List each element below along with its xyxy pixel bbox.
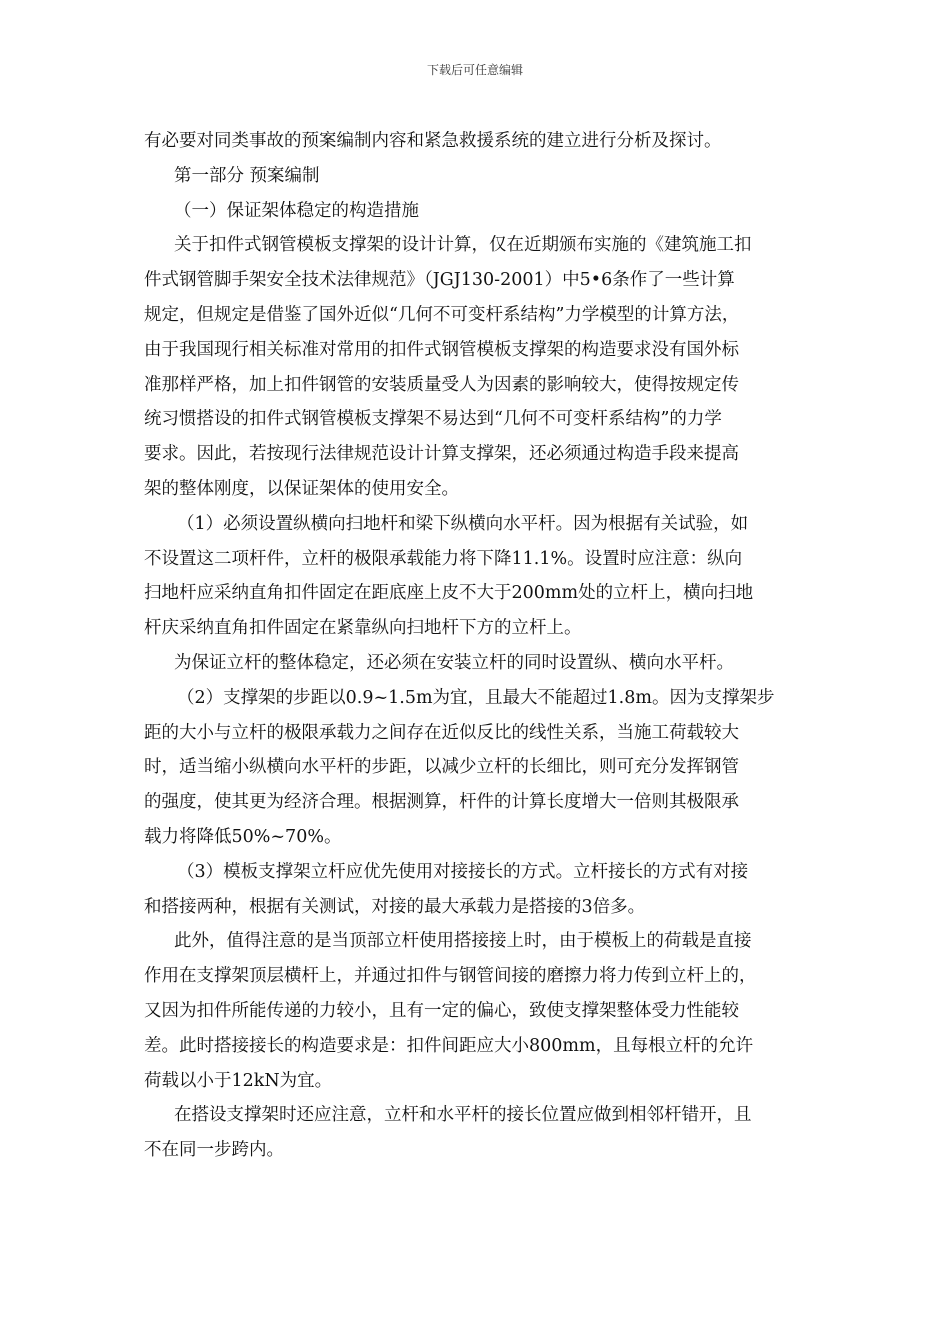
text-line: （2）支撑架的步距以0.9~1.5m为宜，且最大不能超过1.8m。因为支撑架步 (177, 687, 775, 708)
text-line: 载力将降低50%~70%。 (144, 826, 342, 847)
text-line: 荷载以小于12kN为宜。 (144, 1070, 333, 1091)
text-line: 关于扣件式钢管模板支撑架的设计计算，仅在近期颁布实施的《建筑施工扣 (174, 235, 752, 256)
text-line: 准那样严格，加上扣件钢管的安装质量受人为因素的影响较大，使得按规定传 (144, 374, 739, 395)
text-line: 为保证立杆的整体稳定，还必须在安装立杆的同时设置纵、横向水平杆。 (174, 652, 734, 673)
text-line: 架的整体刚度，以保证架体的使用安全。 (144, 478, 459, 499)
text-line: 不设置这二项杆件，立杆的极限承载能力将下降11.1%。设置时应注意：纵向 (144, 548, 743, 569)
text-line: 作用在支撑架顶层横杆上，并通过扣件与钢管间接的磨擦力将力传到立杆上的， (144, 966, 757, 987)
text-line: 不在同一步跨内。 (144, 1140, 284, 1161)
text-line: 差。此时搭接接长的构造要求是：扣件间距应大小800mm，且每根立杆的允许 (144, 1035, 754, 1056)
text-line: 扫地杆应采纳直角扣件固定在距底座上皮不大于200mm处的立杆上，横向扫地 (144, 583, 754, 604)
text-line: 此外，值得注意的是当顶部立杆使用搭接接上时，由于模板上的荷载是直接 (174, 931, 752, 952)
text-line: 由于我国现行相关标准对常用的扣件式钢管模板支撑架的构造要求没有国外标 (144, 339, 739, 360)
text-line: 规定，但规定是借鉴了国外近似“几何不可变杆系结构”力学模型的计算方法， (144, 304, 740, 325)
text-line: 距的大小与立杆的极限承载力之间存在近似反比的线性关系，当施工荷载较大 (144, 722, 739, 743)
text-line: 和搭接两种，根据有关测试，对接的最大承载力是搭接的3倍多。 (144, 896, 646, 917)
text-line: 件式钢管脚手架安全技术法律规范》（JGJ130-2001）中5•6条作了一些计算 (144, 270, 735, 291)
document-body (144, 124, 812, 1168)
text-line: 的强度，使其更为经济合理。根据测算，杆件的计算长度增大一倍则其极限承 (144, 792, 739, 813)
text-line: （3）模板支撑架立杆应优先使用对接接长的方式。立杆接长的方式有对接 (177, 861, 749, 882)
text-line: 又因为扣件所能传递的力较小，且有一定的偏心，致使支撑架整体受力性能较 (144, 1000, 739, 1021)
text-line: 在搭设支撑架时还应注意，立杆和水平杆的接长位置应做到相邻杆错开，且 (174, 1105, 752, 1126)
subsection-heading: （一）保证架体稳定的构造措施 (174, 200, 419, 221)
text-line: 时，适当缩小纵横向水平杆的步距，以减少立杆的长细比，则可充分发挥钢管 (144, 757, 739, 778)
text-line: 杆庆采纳直角扣件固定在紧靠纵向扫地杆下方的立杆上。 (144, 618, 582, 639)
text-line: 有必要对同类事故的预案编制内容和紧急救援系统的建立进行分析及探讨。 (144, 131, 722, 151)
text-line: （1）必须设置纵横向扫地杆和梁下纵横向水平杆。因为根据有关试验，如 (177, 513, 749, 534)
section-heading: 第一部分 预案编制 (174, 165, 320, 186)
page-header: 下载后可任意编辑 (426, 63, 523, 77)
text-line: 统习惯搭设的扣件式钢管模板支撑架不易达到“几何不可变杆系结构”的力学 (144, 409, 722, 430)
text-line: 要求。因此，若按现行法律规范设计计算支撑架，还必须通过构造手段来提高 (144, 444, 739, 465)
